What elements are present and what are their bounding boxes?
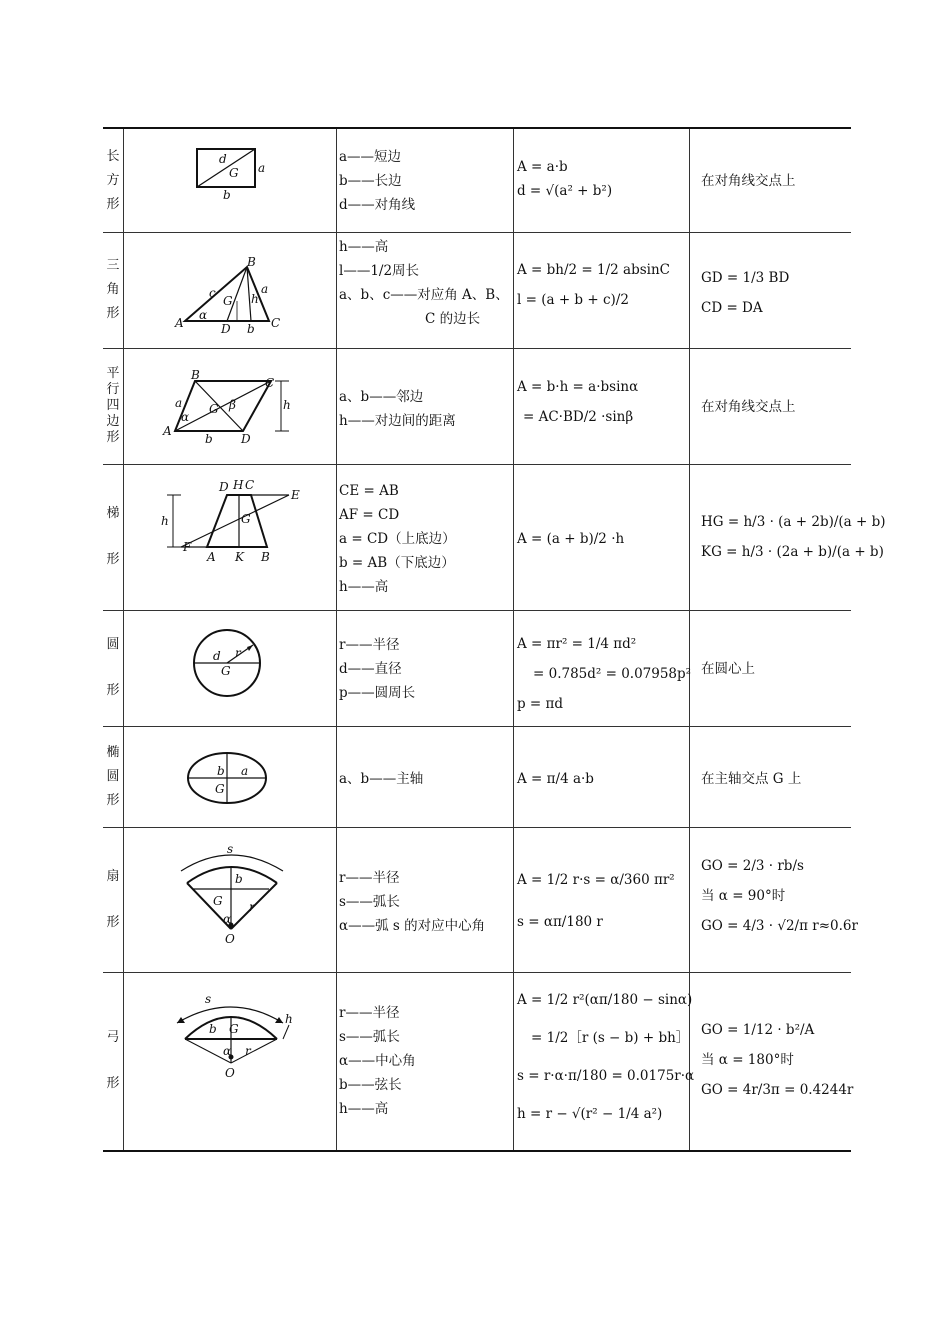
- svg-text:D: D: [221, 322, 231, 336]
- svg-text:s: s: [227, 842, 234, 856]
- area-formulas: A = a·b d = √(a² + b²): [517, 159, 613, 199]
- area-formulas: A = 1/2 r·s = α/360 πr² s = απ/180 r: [517, 872, 675, 930]
- svg-text:G: G: [213, 894, 223, 908]
- svg-text:G: G: [229, 166, 239, 180]
- row-divider: [103, 348, 851, 349]
- svg-text:C: C: [271, 316, 281, 330]
- shape-name: 长 方 形: [106, 148, 120, 212]
- svg-text:G: G: [215, 782, 225, 796]
- shape-name: 平 行 四 边 形: [106, 366, 120, 445]
- svg-text:B: B: [247, 255, 256, 269]
- svg-text:O: O: [225, 1066, 235, 1080]
- symbol-list: a、b——主轴: [339, 771, 424, 787]
- symbol-list: r——半径 s——弧长 α——中心角 b——弦长 h——高: [339, 1005, 416, 1117]
- svg-text:G: G: [223, 294, 233, 308]
- svg-text:G: G: [221, 664, 231, 678]
- row-divider: [103, 232, 851, 233]
- symbol-list: r——半径 s——弧长 α——弧 s 的对应中心角: [339, 870, 486, 934]
- svg-text:O: O: [225, 932, 235, 946]
- svg-text:b: b: [209, 1022, 217, 1036]
- svg-text:b: b: [217, 764, 225, 778]
- area-formulas: A = bh/2 = 1/2 absinC l = (a + b + c)/2: [517, 262, 670, 308]
- column-divider: [336, 129, 337, 1150]
- row-divider: [103, 464, 851, 465]
- area-formulas: A = b·h = a·bsinα = AC·BD/2 ·sinβ: [517, 379, 639, 425]
- svg-text:r: r: [245, 1044, 251, 1058]
- svg-text:s: s: [205, 992, 212, 1006]
- svg-text:β: β: [229, 398, 236, 412]
- svg-text:D: D: [219, 480, 229, 494]
- svg-text:E: E: [291, 488, 300, 502]
- svg-text:d: d: [213, 649, 221, 663]
- triangle-figure: [175, 257, 285, 341]
- svg-text:G: G: [241, 512, 251, 526]
- svg-text:D: D: [241, 432, 251, 446]
- svg-text:B: B: [261, 550, 270, 564]
- symbol-list: h——高 l——1/2周长 a、b、c——对应角 A、B、 C 的边长: [339, 239, 509, 327]
- row-divider: [103, 610, 851, 611]
- svg-text:h: h: [251, 292, 259, 306]
- svg-text:F: F: [183, 540, 192, 554]
- area-formulas: A = π/4 a·b: [517, 771, 594, 787]
- row-divider: [103, 827, 851, 828]
- centroid-position: 在主轴交点 G 上: [701, 771, 802, 787]
- svg-text:B: B: [191, 368, 200, 382]
- svg-text:G: G: [229, 1022, 239, 1036]
- row-divider: [103, 726, 851, 727]
- centroid-position: HG = h/3 · (a + 2b)/(a + b) KG = h/3 · (2a + b)/(a + b): [701, 514, 886, 560]
- svg-text:b: b: [223, 188, 231, 202]
- symbol-list: CE = AB AF = CD a = CD（上底边） b = AB（下底边） h——高: [339, 483, 456, 595]
- centroid-position: GO = 2/3 · rb/s 当 α = 90°时 GO = 4/3 · √2/π r≈0.6r: [701, 858, 858, 934]
- shape-name: 弓 形: [106, 1030, 120, 1091]
- svg-text:A: A: [163, 424, 172, 438]
- svg-text:b: b: [235, 872, 243, 886]
- centroid-position: GO = 1/12 · b²/A 当 α = 180°时 GO = 4r/3π = 0.4244r: [701, 1022, 854, 1098]
- svg-text:b: b: [247, 322, 255, 336]
- centroid-position: 在对角线交点上: [701, 173, 796, 189]
- svg-text:a: a: [258, 161, 266, 175]
- shape-name: 椭 圆 形: [106, 744, 120, 808]
- svg-text:h: h: [161, 514, 169, 528]
- symbol-list: r——半径 d——直径 p——圆周长: [339, 637, 416, 701]
- symbol-list: a——短边 b——长边 d——对角线: [339, 149, 416, 213]
- svg-text:G: G: [209, 402, 219, 416]
- column-divider: [123, 129, 124, 1150]
- svg-text:h: h: [283, 398, 291, 412]
- svg-text:C: C: [265, 376, 275, 390]
- area-formulas: A = πr² = 1/4 πd² = 0.785d² = 0.07958p² p = πd: [517, 636, 692, 712]
- shape-name: 梯 形: [106, 506, 120, 567]
- centroid-position: 在对角线交点上: [701, 399, 796, 415]
- svg-text:α: α: [181, 410, 190, 424]
- column-divider: [513, 129, 514, 1150]
- svg-text:a: a: [261, 282, 269, 296]
- parallelogram-figure: [161, 369, 301, 453]
- shape-name: 圆 形: [106, 637, 120, 698]
- svg-text:b: b: [205, 432, 213, 446]
- svg-text:h: h: [285, 1012, 293, 1026]
- centroid-position: GD = 1/3 BD CD = DA: [701, 270, 790, 316]
- svg-text:c: c: [209, 286, 216, 300]
- centroid-position: 在圆心上: [701, 661, 755, 677]
- svg-text:α: α: [223, 1044, 232, 1058]
- rectangle-figure: [193, 147, 273, 211]
- svg-text:α: α: [199, 308, 208, 322]
- svg-text:r: r: [249, 900, 255, 914]
- symbol-list: a、b——邻边 h——对边间的距离: [339, 389, 456, 429]
- geometry-properties-table: [103, 127, 886, 1152]
- row-divider: [103, 972, 851, 973]
- svg-text:d: d: [219, 152, 227, 166]
- svg-text:A: A: [175, 316, 184, 330]
- svg-text:H: H: [233, 478, 244, 492]
- shape-name: 扇 形: [106, 868, 120, 930]
- svg-text:a: a: [175, 396, 183, 410]
- sector-figure: [177, 842, 293, 949]
- svg-text:a: a: [241, 764, 249, 778]
- ellipse-figure: [185, 751, 275, 811]
- svg-text:α: α: [223, 912, 232, 926]
- svg-text:C: C: [245, 478, 255, 492]
- trapezoid-figure: [161, 478, 311, 565]
- svg-text:K: K: [235, 550, 244, 564]
- area-formulas: A = 1/2 r²(απ/180 − sinα) = 1/2［r (s − b) + bh］ s = r·α·π/180 = 0.0175r·α h = r − √(r² − 1/4 a²): [517, 992, 695, 1122]
- shape-name: 三 角 形: [106, 258, 120, 321]
- svg-text:A: A: [207, 550, 216, 564]
- segment-figure: [165, 993, 305, 1087]
- svg-text:r: r: [235, 646, 241, 660]
- circle-figure: [191, 627, 271, 711]
- area-formulas: A = (a + b)/2 ·h: [517, 531, 625, 547]
